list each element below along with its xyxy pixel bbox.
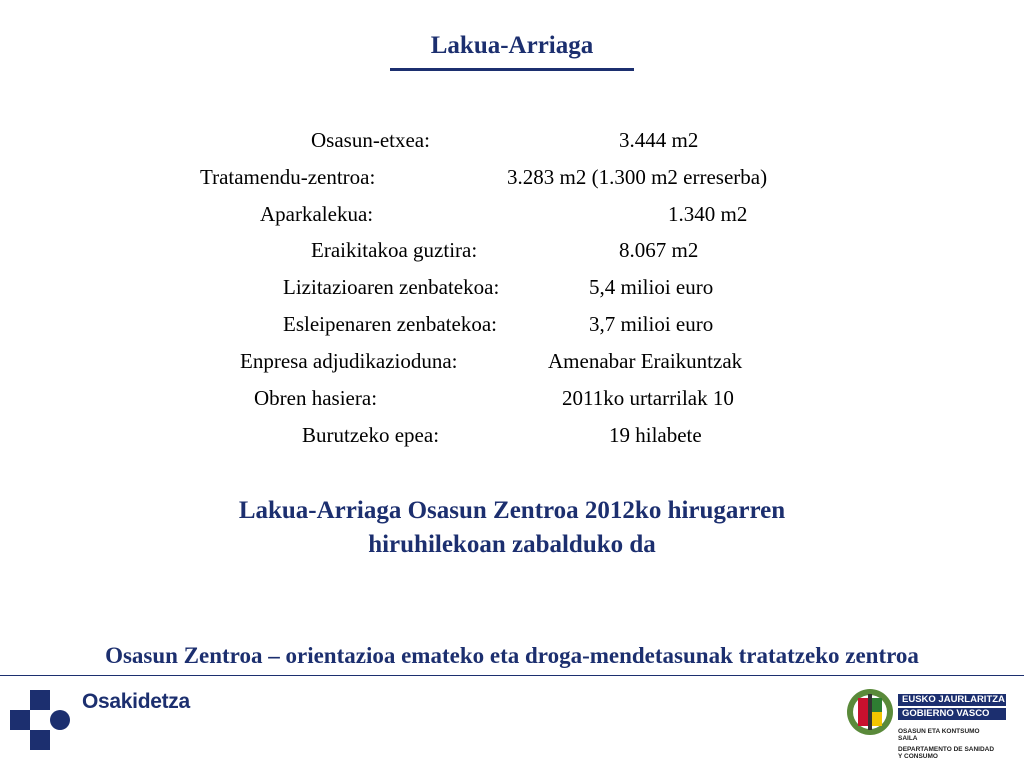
detail-value-aparkalekua: 1.340 m2 — [668, 202, 748, 226]
dept-basque-line2: SAILA — [898, 735, 918, 742]
detail-value-eraikitakoa-guztira: 8.067 m2 — [619, 238, 699, 262]
detail-value-burutzeko-epea: 19 hilabete — [609, 423, 702, 447]
detail-label-enpresa-adjudikazioduna: Enpresa adjudikazioduna: — [240, 349, 458, 373]
detail-value-tratamendu-zentroa: 3.283 m2 (1.300 m2 erreserba) — [507, 165, 768, 189]
title-underline — [390, 68, 634, 71]
announcement-line-2: hiruhilekoan zabalduko da — [368, 531, 656, 558]
detail-value-esleipenaren-zenbatekoa: 3,7 milioi euro — [589, 312, 714, 336]
gv-spanish-name: GOBIERNO VASCO — [898, 708, 1006, 720]
gv-basque-name: EUSKO JAURLARITZA — [898, 694, 1006, 706]
detail-label-esleipenaren-zenbatekoa: Esleipenaren zenbatekoa: — [283, 312, 497, 336]
page-title: Lakua-Arriaga — [430, 32, 594, 59]
coat-of-arms-icon — [846, 684, 894, 740]
detail-value-lizitazioaren-zenbatekoa: 5,4 milioi euro — [589, 275, 714, 299]
osakidetza-logo-icon — [8, 688, 74, 754]
detail-label-osasun-etxea: Osasun-etxea: — [311, 128, 430, 152]
gobierno-vasco-logo — [846, 684, 1016, 764]
dept-basque-line1: OSASUN ETA KONTSUMO — [898, 728, 980, 735]
footer-caption: Osasun Zentroa – orientazioa emateko eta droga-mendetasunak tratatzeko zentroa — [105, 643, 919, 668]
announcement-line-1: Lakua-Arriaga Osasun Zentroa 2012ko hirugarren — [238, 497, 786, 524]
opening-announcement — [0, 494, 1024, 562]
detail-label-obren-hasiera: Obren hasiera: — [254, 386, 378, 410]
dept-spanish-line2: Y CONSUMO — [898, 753, 938, 760]
osakidetza-logo-text: Osakidetza — [82, 690, 190, 713]
dept-spanish-line1: DEPARTAMENTO DE SANIDAD — [898, 746, 995, 753]
footer-divider — [0, 675, 1024, 676]
detail-label-lizitazioaren-zenbatekoa: Lizitazioaren zenbatekoa: — [283, 275, 500, 299]
detail-label-aparkalekua: Aparkalekua: — [260, 202, 374, 226]
detail-label-tratamendu-zentroa: Tratamendu-zentroa: — [200, 165, 376, 189]
detail-label-eraikitakoa-guztira: Eraikitakoa guztira: — [311, 238, 478, 262]
detail-value-osasun-etxea: 3.444 m2 — [619, 128, 699, 152]
detail-value-obren-hasiera: 2011ko urtarrilak 10 — [562, 386, 734, 410]
detail-value-enpresa-adjudikazioduna: Amenabar Eraikuntzak — [548, 349, 743, 373]
detail-label-burutzeko-epea: Burutzeko epea: — [302, 423, 440, 447]
